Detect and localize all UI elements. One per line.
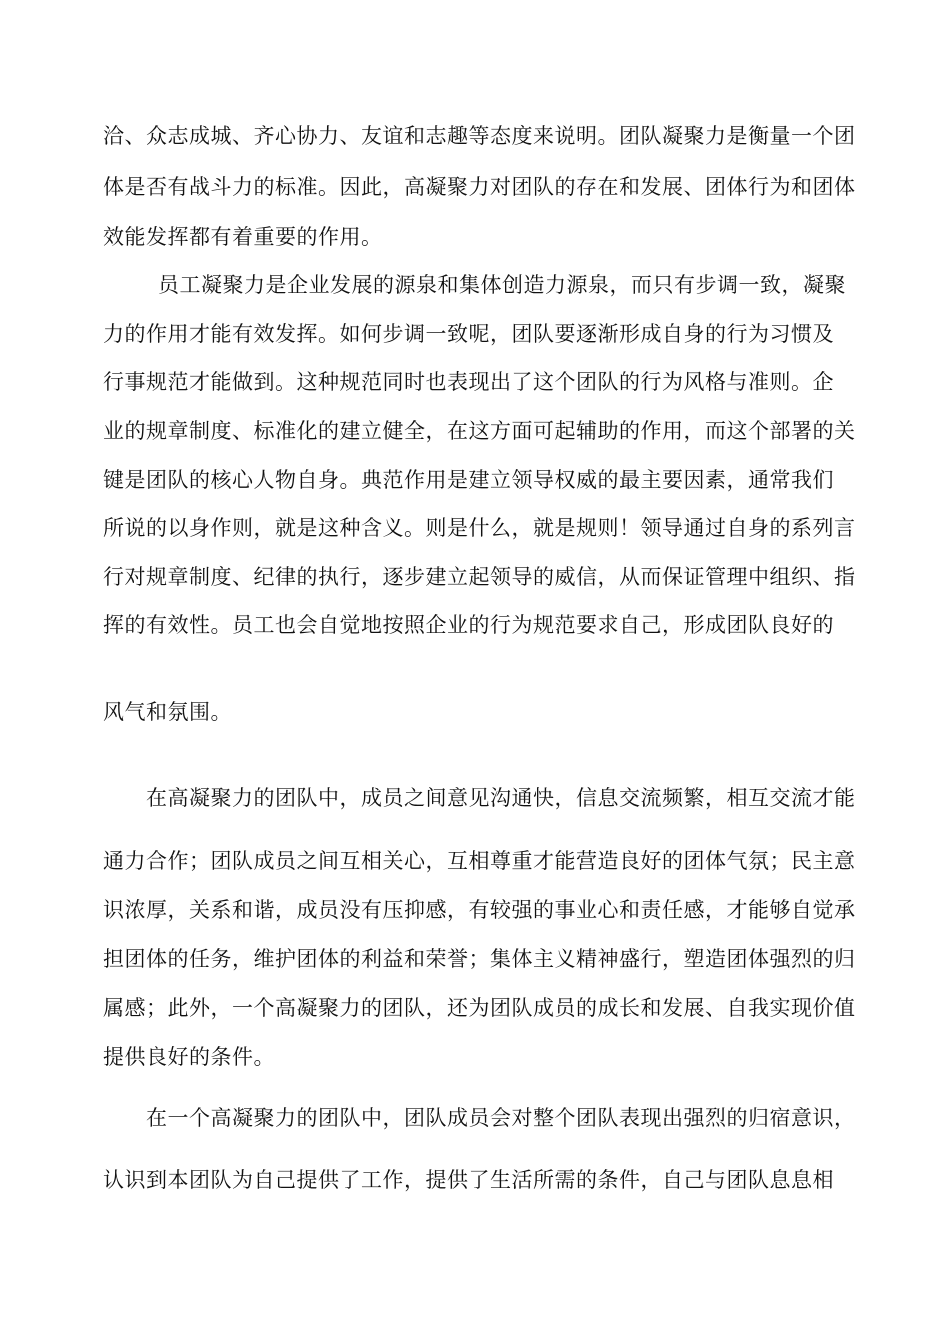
text-line: 键是团队的核心人物自身。典范作用是建立领导权威的最主要因素，通常我们 xyxy=(103,468,834,492)
text-line: 员工凝聚力是企业发展的源泉和集体创造力源泉，而只有步调一致，凝聚 xyxy=(158,273,846,297)
text-line: 担团体的任务，维护团体的利益和荣誉；集体主义精神盛行，塑造团体强烈的归 xyxy=(103,947,856,971)
text-line: 提供良好的条件。 xyxy=(103,1045,275,1069)
text-line: 体是否有战斗力的标准。因此，高凝聚力对团队的存在和发展、团体行为和团体 xyxy=(103,175,856,199)
text-line: 力的作用才能有效发挥。如何步调一致呢，团队要逐渐形成自身的行为习惯及 xyxy=(103,322,834,346)
text-line: 通力合作；团队成员之间互相关心，互相尊重才能营造良好的团体气氛；民主意 xyxy=(103,849,856,873)
text-line: 属感；此外，一个高凝聚力的团队，还为团队成员的成长和发展、自我实现价值 xyxy=(103,996,856,1020)
text-line: 挥的有效性。员工也会自觉地按照企业的行为规范要求自己，形成团队良好的 xyxy=(103,613,834,637)
text-line: 识浓厚，关系和谐，成员没有压抑感，有较强的事业心和责任感，才能够自觉承 xyxy=(103,898,856,922)
text-line: 行事规范才能做到。这种规范同时也表现出了这个团队的行为风格与准则。企 xyxy=(103,370,834,394)
text-line: 在高凝聚力的团队中，成员之间意见沟通快，信息交流频繁，相互交流才能 xyxy=(146,786,856,810)
text-line: 在一个高凝聚力的团队中，团队成员会对整个团队表现出强烈的归宿意识， xyxy=(146,1106,856,1130)
text-line: 业的规章制度、标准化的建立健全，在这方面可起辅助的作用，而这个部署的关 xyxy=(103,419,856,443)
text-line: 洽、众志成城、齐心协力、友谊和志趣等态度来说明。团队凝聚力是衡量一个团 xyxy=(103,124,856,148)
text-line: 行对规章制度、纪律的执行，逐步建立起领导的威信，从而保证管理中组织、指 xyxy=(103,565,856,589)
text-line: 风气和氛围。 xyxy=(103,700,232,724)
text-line: 认识到本团队为自己提供了工作，提供了生活所需的条件，自己与团队息息相 xyxy=(103,1168,834,1192)
text-line: 效能发挥都有着重要的作用。 xyxy=(103,225,383,249)
text-line: 所说的以身作则，就是这种含义。则是什么，就是规则！领导通过自身的系列言 xyxy=(103,516,856,540)
